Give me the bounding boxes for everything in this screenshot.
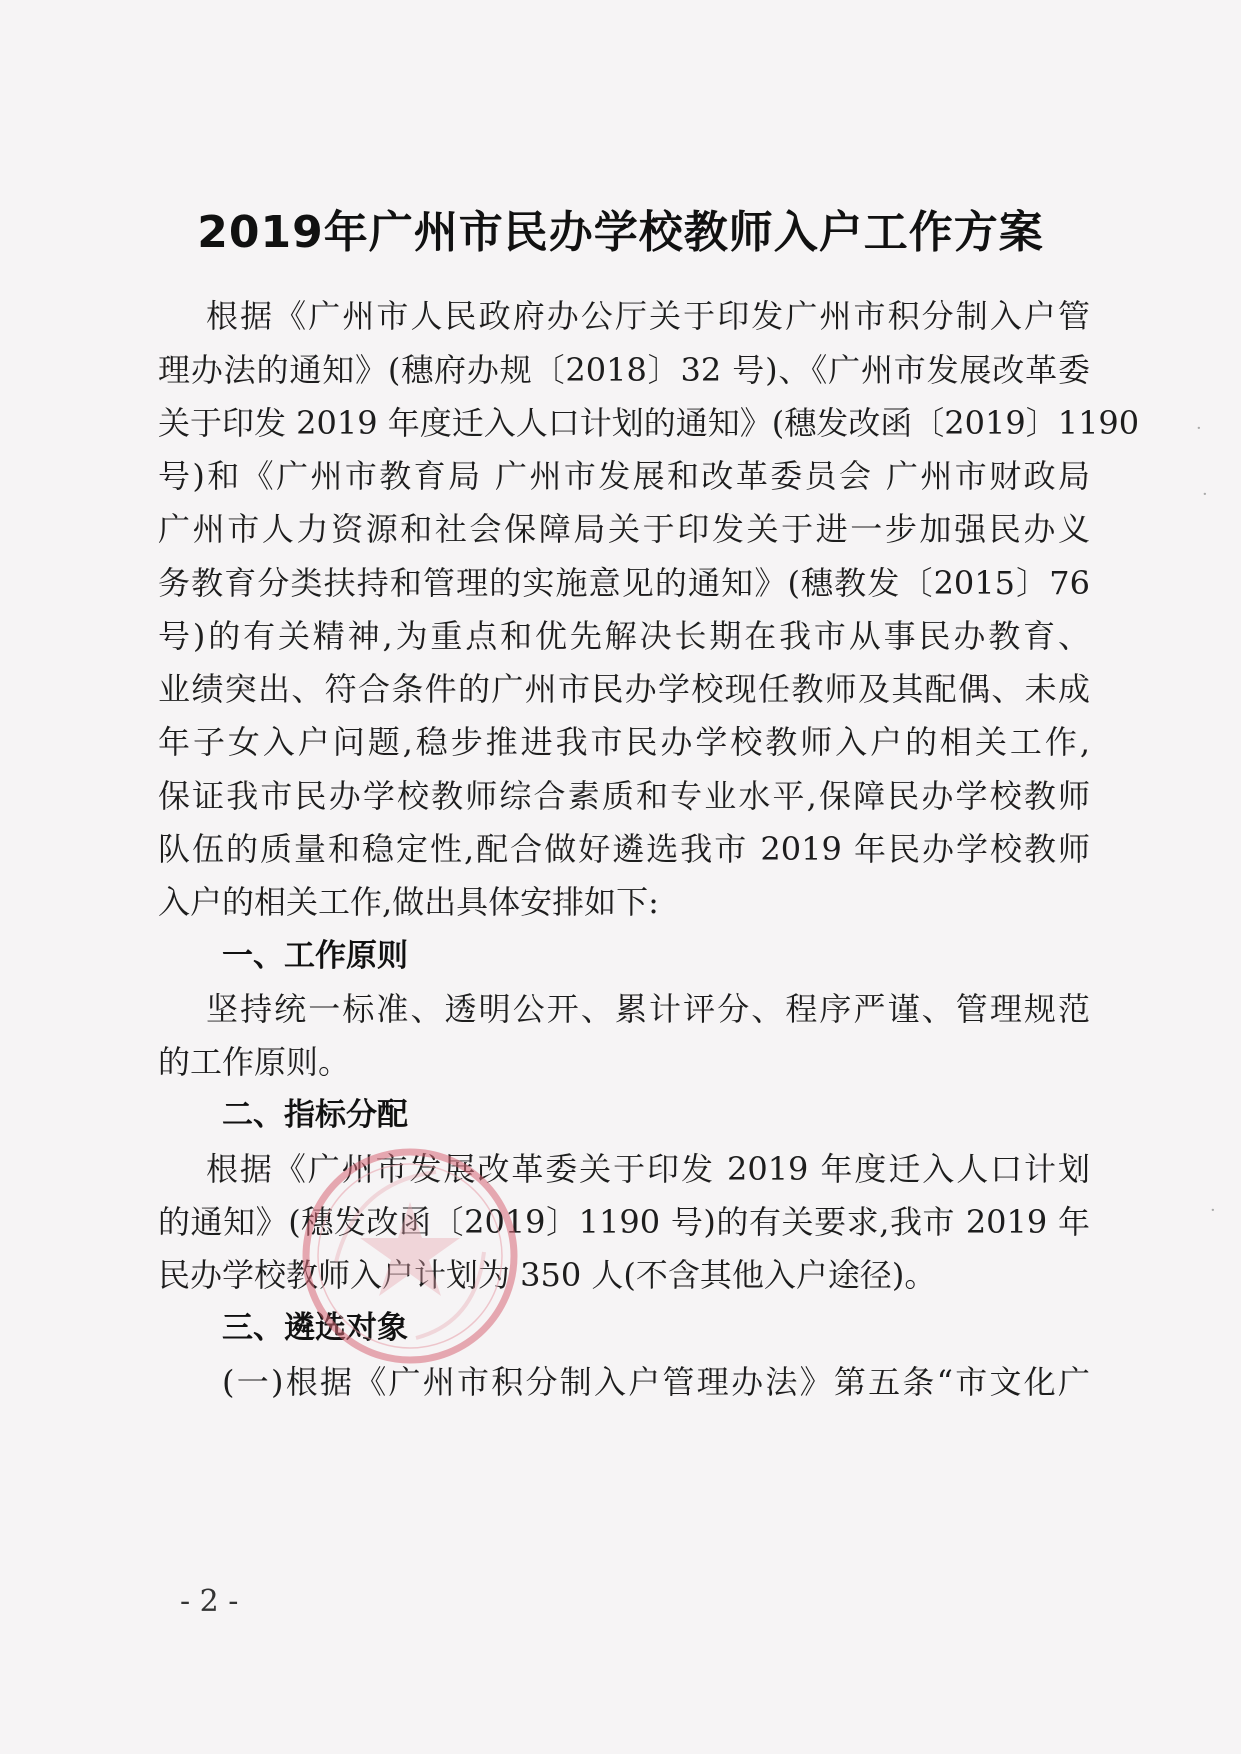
section-line: 坚持统一标准、透明公开、累计评分、程序严谨、管理规范: [206, 990, 1090, 1028]
intro-line: 号)的有关精神,为重点和优先解决长期在我市从事民办教育、: [158, 617, 1090, 655]
section-line: 根据《广州市发展改革委关于印发 2019 年度迁入人口计划: [206, 1150, 1090, 1188]
intro-line: 年子女入户问题,稳步推进我市民办学校教师入户的相关工作,: [158, 723, 1090, 761]
scan-speck-icon: ·: [1210, 1200, 1216, 1221]
page-number: - 2 -: [180, 1584, 239, 1619]
section-heading-quota: 二、指标分配: [222, 1097, 408, 1133]
intro-line: 业绩突出、符合条件的广州市民办学校现任教师及其配偶、未成: [158, 670, 1090, 708]
section-line: 的工作原则。: [158, 1043, 351, 1081]
intro-line: 务教育分类扶持和管理的实施意见的通知》(穗教发〔2015〕76: [158, 564, 1090, 602]
intro-line: 广州市人力资源和社会保障局关于印发关于进一步加强民办义: [158, 510, 1090, 548]
intro-line: 号)和《广州市教育局 广州市发展和改革委员会 广州市财政局: [158, 457, 1090, 495]
section-heading-principles: 一、工作原则: [222, 938, 408, 974]
scan-speck-icon: ·: [1202, 484, 1208, 505]
section-heading-candidates: 三、遴选对象: [222, 1310, 408, 1346]
intro-line: 理办法的通知》(穗府办规〔2018〕32 号)、《广州市发展改革委: [158, 351, 1090, 389]
section-line: 民办学校教师入户计划为 350 人(不含其他入户途径)。: [158, 1256, 937, 1294]
document-title: 2019年广州市民办学校教师入户工作方案: [197, 207, 1044, 258]
section-line: 的通知》(穗发改函〔2019〕1190 号)的有关要求,我市 2019 年: [158, 1203, 1090, 1241]
intro-line: 根据《广州市人民政府办公厅关于印发广州市积分制入户管: [206, 297, 1090, 335]
intro-line: 关于印发 2019 年度迁入人口计划的通知》(穗发改函〔2019〕1190: [158, 404, 1140, 442]
official-seal-icon: [296, 1142, 524, 1370]
intro-line: 入户的相关工作,做出具体安排如下:: [158, 883, 659, 921]
section-line: (一)根据《广州市积分制入户管理办法》第五条“市文化广: [222, 1363, 1090, 1401]
scan-speck-icon: ·: [1196, 418, 1202, 439]
intro-line: 队伍的质量和稳定性,配合做好遴选我市 2019 年民办学校教师: [158, 830, 1090, 868]
intro-line: 保证我市民办学校教师综合素质和专业水平,保障民办学校教师: [158, 777, 1090, 815]
